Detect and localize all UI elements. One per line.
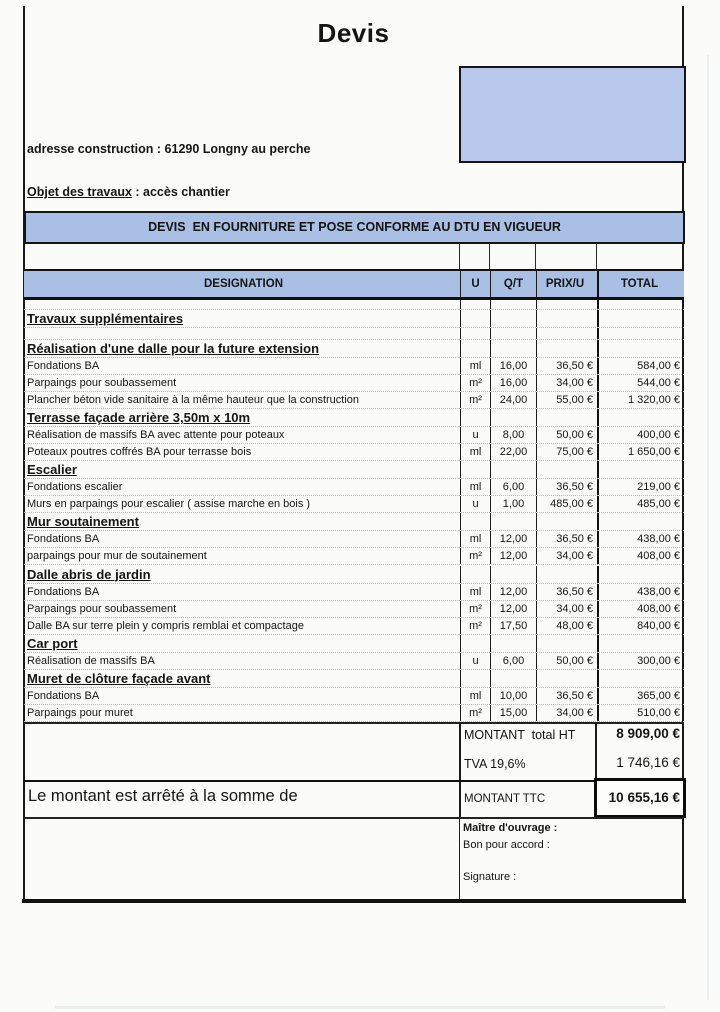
- column-header-unit: U: [460, 271, 490, 297]
- cell-qt: 16,00: [490, 375, 536, 391]
- cell-u: m²: [460, 375, 490, 391]
- cell-total: 584,00 €: [597, 358, 684, 374]
- cell-prix: 34,00 €: [536, 548, 597, 564]
- cell-total: [597, 310, 684, 327]
- cell-qt: [490, 566, 536, 583]
- cell-designation: Réalisation de massifs BA: [27, 654, 155, 667]
- cell-designation: Fondations escalier: [27, 481, 123, 494]
- total-ttc-value: 10 655,16 €: [608, 790, 680, 805]
- summary-top-line: [24, 722, 684, 724]
- cell-designation: Fondations BA: [27, 689, 100, 702]
- page-bottom-border: [22, 899, 686, 903]
- table-row: [24, 653, 684, 670]
- table-body: [24, 300, 684, 722]
- cell-prix: 50,00 €: [536, 427, 597, 443]
- cell-qt: [490, 310, 536, 327]
- tva-value: 1 746,16 €: [616, 755, 680, 770]
- total-ttc-box: [594, 778, 686, 818]
- table-row: [24, 496, 684, 513]
- cell-designation: Escalier: [27, 462, 77, 478]
- scan-artifact-bottom: [55, 1006, 665, 1009]
- cell-u: ml: [460, 531, 490, 547]
- cell-u: [460, 513, 490, 530]
- cell-prix: 55,00 €: [536, 392, 597, 408]
- cell-qt: 8,00: [490, 427, 536, 443]
- cell-u: u: [460, 653, 490, 669]
- table-row: [24, 427, 684, 444]
- cell-qt: [490, 409, 536, 426]
- cell-qt: 15,00: [490, 705, 536, 721]
- table-row: [24, 584, 684, 601]
- cell-qt: 12,00: [490, 548, 536, 564]
- cell-total: 840,00 €: [597, 618, 684, 634]
- cell-qt: 22,00: [490, 444, 536, 460]
- cell-qt: [490, 461, 536, 478]
- cell-prix: [536, 566, 597, 583]
- cell-qt: [490, 513, 536, 530]
- works-subject: [27, 185, 230, 199]
- cell-total: [597, 328, 684, 339]
- cell-u: ml: [460, 358, 490, 374]
- cell-total: 365,00 €: [597, 688, 684, 704]
- cell-u: m²: [460, 601, 490, 617]
- cell-total: [597, 461, 684, 478]
- cell-designation: Murs en parpaings pour escalier ( assise marche en bois ): [27, 498, 311, 511]
- cell-prix: 36,50 €: [536, 584, 597, 600]
- construction-address: adresse construction : 61290 Longny au perche: [27, 142, 311, 156]
- cell-u: m²: [460, 618, 490, 634]
- cell-designation: Parpaings pour soubassement: [27, 602, 177, 615]
- cell-designation: Car port: [27, 635, 78, 651]
- cell-total: 485,00 €: [597, 496, 684, 512]
- cell-qt: 16,00: [490, 358, 536, 374]
- cell-qt: 24,00: [490, 392, 536, 408]
- cell-u: ml: [460, 479, 490, 495]
- cell-u: [460, 461, 490, 478]
- cell-designation: Dalle BA sur terre plein y compris remblai et compactage: [27, 619, 304, 632]
- table-row: [24, 688, 684, 705]
- client-address-box: [459, 66, 686, 163]
- spacer-row: [24, 300, 684, 310]
- owner-label: Maître d'ouvrage :: [463, 822, 558, 834]
- cell-total: 408,00 €: [597, 601, 684, 617]
- tva-label: TVA 19,6%: [464, 757, 526, 771]
- cell-designation: Parpaings pour soubassement: [27, 377, 177, 390]
- cell-total: [597, 409, 684, 426]
- total-ttc-label: MONTANT TTC: [464, 793, 546, 805]
- cell-u: m²: [460, 548, 490, 564]
- cell-prix: 36,50 €: [536, 531, 597, 547]
- cell-prix: 36,50 €: [536, 479, 597, 495]
- signature-top-line: [24, 817, 684, 819]
- table-row: [24, 444, 684, 461]
- scan-artifact-right: [707, 55, 709, 1000]
- summary-divider: [595, 722, 597, 780]
- cell-u: u: [460, 496, 490, 512]
- cell-total: 544,00 €: [597, 375, 684, 391]
- column-header-quantity: Q/T: [490, 271, 536, 297]
- cell-prix: 75,00 €: [536, 444, 597, 460]
- section-row: [24, 566, 684, 584]
- cell-designation: Poteaux poutres coffrés BA pour terrasse bois: [27, 446, 252, 459]
- cell-qt: [490, 328, 536, 339]
- cell-prix: [536, 340, 597, 357]
- works-subject-value: : accès chantier: [131, 185, 230, 199]
- cell-total: [597, 635, 684, 652]
- cell-u: [460, 340, 490, 357]
- cell-u: ml: [460, 444, 490, 460]
- cell-qt: [490, 670, 536, 687]
- table-row: [24, 705, 684, 722]
- cell-total: 400,00 €: [597, 427, 684, 443]
- amount-sentence: Le montant est arrêté à la somme de: [28, 787, 298, 805]
- cell-designation: Parpaings pour muret: [27, 706, 133, 719]
- table-header: [24, 269, 684, 300]
- cell-u: [460, 409, 490, 426]
- section-row: [24, 635, 684, 653]
- table-row: [24, 601, 684, 618]
- signature-divider: [459, 819, 460, 899]
- cell-u: [460, 300, 490, 309]
- cell-designation: [24, 328, 460, 339]
- cell-designation: parpaings pour mur de soutainement: [27, 550, 207, 563]
- column-header-total: TOTAL: [597, 271, 684, 297]
- cell-designation: Terrasse façade arrière 3,50m x 10m: [27, 410, 251, 426]
- column-stub: [596, 244, 597, 269]
- page-title: Devis: [317, 18, 390, 48]
- cell-qt: [490, 635, 536, 652]
- cell-prix: 36,50 €: [536, 358, 597, 374]
- cell-u: [460, 670, 490, 687]
- cell-total: 1 320,00 €: [597, 392, 684, 408]
- cell-designation: Fondations BA: [27, 360, 100, 373]
- table-row: [24, 375, 684, 392]
- cell-u: m²: [460, 392, 490, 408]
- cell-total: [597, 340, 684, 357]
- section-row: [24, 310, 684, 328]
- total-ht-value: 8 909,00 €: [616, 726, 680, 741]
- cell-qt: [490, 300, 536, 309]
- cell-qt: [490, 340, 536, 357]
- cell-total: 510,00 €: [597, 705, 684, 721]
- cell-total: 438,00 €: [597, 584, 684, 600]
- cell-u: [460, 328, 490, 339]
- cell-prix: [536, 328, 597, 339]
- table-row: [24, 392, 684, 409]
- works-subject-label: Objet des travaux: [27, 185, 132, 199]
- cell-total: 300,00 €: [597, 653, 684, 669]
- cell-total: [597, 300, 684, 309]
- cell-designation: [24, 300, 460, 309]
- cell-prix: 48,00 €: [536, 618, 597, 634]
- spacer-row: [24, 328, 684, 340]
- cell-prix: 36,50 €: [536, 688, 597, 704]
- cell-total: 438,00 €: [597, 531, 684, 547]
- cell-qt: 12,00: [490, 601, 536, 617]
- total-ht-label: MONTANT total HT: [464, 728, 576, 742]
- cell-prix: [536, 670, 597, 687]
- cell-total: 1 650,00 €: [597, 444, 684, 460]
- column-stub: [459, 244, 460, 269]
- cell-prix: 34,00 €: [536, 601, 597, 617]
- section-row: [24, 513, 684, 531]
- table-row: [24, 358, 684, 375]
- cell-total: 219,00 €: [597, 479, 684, 495]
- cell-designation: Réalisation d'une dalle pour la future extension: [27, 341, 320, 357]
- column-stub: [535, 244, 536, 269]
- cell-prix: 485,00 €: [536, 496, 597, 512]
- cell-u: [460, 566, 490, 583]
- cell-designation: Travaux supplémentaires: [27, 311, 184, 327]
- cell-qt: 12,00: [490, 584, 536, 600]
- cell-u: ml: [460, 584, 490, 600]
- cell-qt: 6,00: [490, 479, 536, 495]
- cell-total: [597, 566, 684, 583]
- cell-prix: 50,00 €: [536, 653, 597, 669]
- table-row: [24, 531, 684, 548]
- cell-prix: [536, 461, 597, 478]
- cell-u: m²: [460, 705, 490, 721]
- section-row: [24, 670, 684, 688]
- approval-label: Bon pour accord :: [463, 839, 550, 851]
- cell-u: [460, 310, 490, 327]
- cell-prix: 34,00 €: [536, 375, 597, 391]
- signature-label: Signature :: [463, 871, 517, 883]
- cell-qt: 17,50: [490, 618, 536, 634]
- cell-designation: Fondations BA: [27, 533, 100, 546]
- cell-qt: 1,00: [490, 496, 536, 512]
- cell-prix: 34,00 €: [536, 705, 597, 721]
- ttc-divider: [459, 782, 461, 817]
- column-stub: [489, 244, 490, 269]
- cell-prix: [536, 300, 597, 309]
- cell-total: 408,00 €: [597, 548, 684, 564]
- cell-designation: Mur soutainement: [27, 514, 139, 530]
- section-row: [24, 340, 684, 358]
- summary-divider: [459, 722, 461, 780]
- cell-total: [597, 513, 684, 530]
- section-row: [24, 461, 684, 479]
- banner-title: DEVIS EN FOURNITURE ET POSE CONFORME AU DTU EN VIGUEUR: [24, 211, 685, 244]
- cell-designation: Fondations BA: [27, 585, 100, 598]
- section-row: [24, 409, 684, 427]
- table-row: [24, 618, 684, 635]
- cell-u: u: [460, 427, 490, 443]
- cell-total: [597, 670, 684, 687]
- cell-qt: 10,00: [490, 688, 536, 704]
- cell-designation: Muret de clôture façade avant: [27, 670, 211, 686]
- table-row: [24, 548, 684, 565]
- table-row: [24, 479, 684, 496]
- column-header-designation: DESIGNATION: [203, 278, 283, 290]
- cell-qt: 6,00: [490, 653, 536, 669]
- cell-prix: [536, 310, 597, 327]
- cell-designation: Dalle abris de jardin: [27, 566, 151, 582]
- cell-prix: [536, 635, 597, 652]
- cell-u: [460, 635, 490, 652]
- cell-prix: [536, 409, 597, 426]
- column-header-unit-price: PRIX/U: [536, 271, 597, 297]
- cell-u: ml: [460, 688, 490, 704]
- cell-designation: Réalisation de massifs BA avec attente pour poteaux: [27, 429, 285, 442]
- cell-designation: Plancher béton vide sanitaire à la même hauteur que la construction: [27, 394, 360, 407]
- ttc-top-line: [24, 780, 684, 782]
- cell-qt: 12,00: [490, 531, 536, 547]
- cell-prix: [536, 513, 597, 530]
